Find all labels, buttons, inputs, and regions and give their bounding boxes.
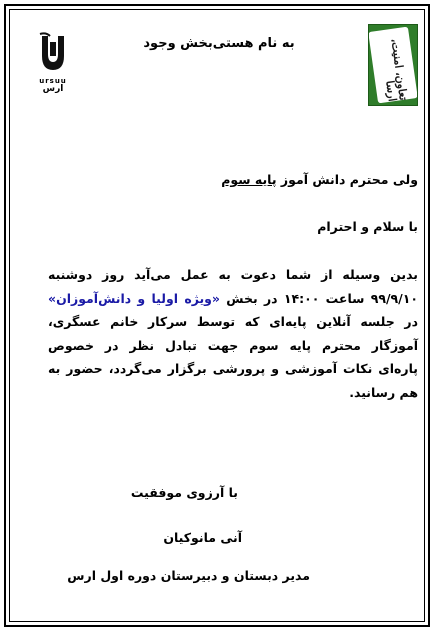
school-logo	[36, 32, 70, 102]
body-line: در جلسه آنلاین پایه‌ای که توسط سرکار خانم عسگری،	[48, 314, 418, 329]
header-title: به نام هستی‌بخش وجود	[143, 36, 295, 51]
letter	[20, 20, 418, 615]
letter-body	[48, 263, 418, 404]
body-line: آموزگار محترم پایه سوم جهت تبادل نظر در خصوص	[48, 337, 418, 353]
school-logo-latin: ursuu	[39, 77, 67, 85]
cooperative-logo	[368, 24, 418, 106]
signer-name: آنی مانوکیان	[163, 530, 242, 545]
recipient-line	[221, 172, 418, 187]
recipient-grade: پایه سوم	[221, 172, 277, 187]
body-line: پاره‌ای نکات آموزشی و پرورشی برگزار می‌گردد، حضور به	[48, 361, 418, 376]
body-line: ۹۹/۹/۱۰ ساعت ۱۴:۰۰ در بخش «ویژه اولیا و دانش‌آموزان»	[48, 290, 418, 306]
recipient-prefix: ولی محترم دانش آموز	[280, 172, 418, 187]
signer-position: مدیر دبستان و دبیرستان دوره اول ارس	[67, 568, 310, 583]
cooperative-logo-text: تعاون، امنیت، ارسا	[383, 37, 410, 103]
session-name: «ویژه اولیا و دانش‌آموزان»	[48, 290, 221, 306]
school-logo-farsi: ارس	[42, 84, 64, 94]
body-line: هم رسانید.	[349, 384, 418, 400]
greeting: با سلام و احترام	[317, 219, 418, 234]
body-line: بدین وسیله از شما دعوت به عمل می‌آید روز دوشنبه	[48, 267, 418, 282]
closing-wish: با آرزوی موفقیت	[130, 485, 238, 500]
cooperative-logo-badge	[368, 27, 418, 104]
school-logo-icon	[38, 32, 68, 76]
